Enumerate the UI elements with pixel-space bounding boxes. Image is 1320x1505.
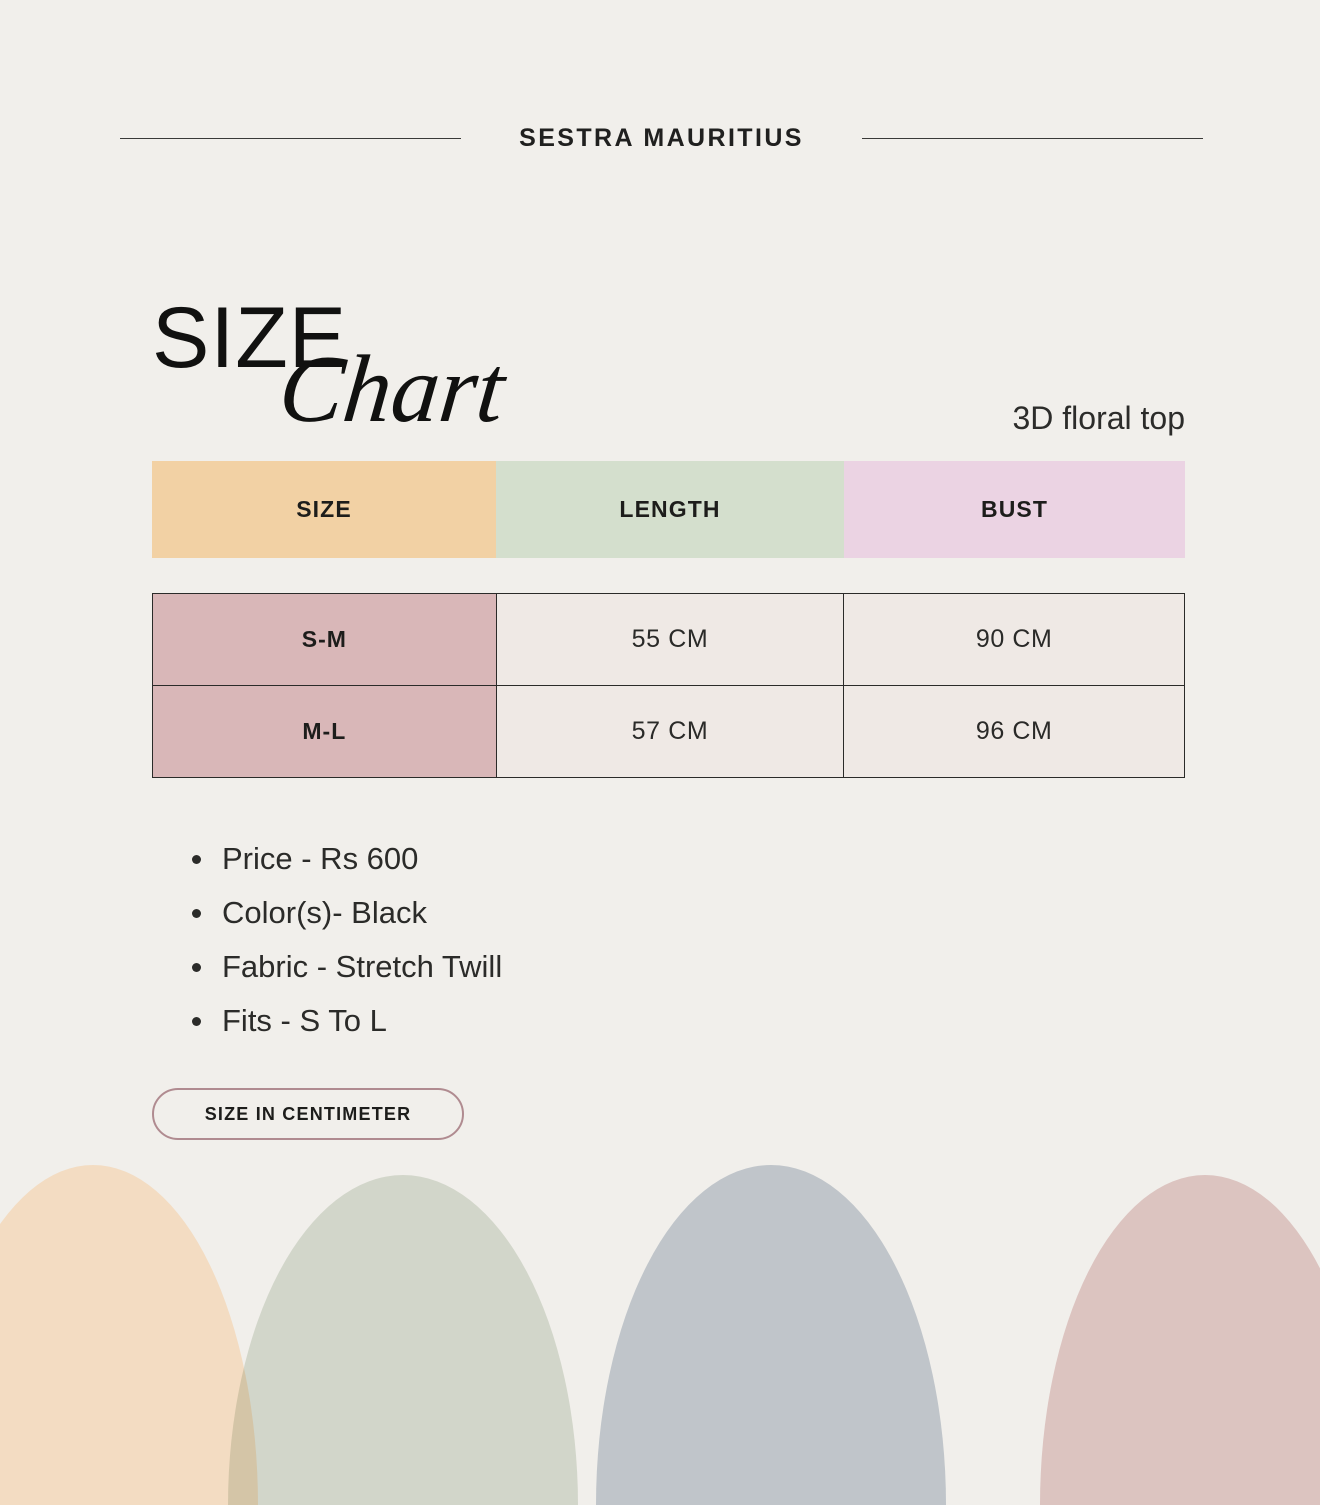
product-details-list [188, 832, 502, 1048]
cell-bust: 96 CM [844, 686, 1185, 778]
table-row [153, 686, 1185, 778]
product-name: 3D floral top [1012, 400, 1185, 436]
column-header-size: SIZE [152, 461, 496, 558]
list-item: Price - Rs 600 [188, 832, 502, 886]
title-chart-word: Chart [274, 335, 510, 442]
brand-name: SESTRA MAURITIUS [519, 124, 804, 152]
cell-length: 55 CM [496, 594, 844, 686]
divider-left [120, 138, 461, 139]
column-header-bust: BUST [844, 461, 1185, 558]
list-item: Color(s)- Black [188, 886, 502, 940]
unit-badge: SIZE IN CENTIMETER [152, 1088, 464, 1140]
cell-size: S-M [153, 594, 497, 686]
divider-right [862, 138, 1203, 139]
title-size-word: SIZE [152, 290, 348, 386]
cell-size: M-L [153, 686, 497, 778]
arch-shape-2 [228, 1175, 578, 1505]
list-item: Fits - S To L [188, 994, 502, 1048]
cell-length: 57 CM [496, 686, 844, 778]
arch-shape-3 [596, 1165, 946, 1505]
arch-shape-1 [0, 1165, 258, 1505]
size-table [152, 593, 1185, 778]
brand-header [120, 124, 1203, 153]
table-header-row [152, 461, 1185, 558]
arch-shape-4 [1040, 1175, 1320, 1505]
column-header-length: LENGTH [496, 461, 844, 558]
list-item: Fabric - Stretch Twill [188, 940, 502, 994]
cell-bust: 90 CM [844, 594, 1185, 686]
decorative-arches [0, 1155, 1320, 1505]
table-row [153, 594, 1185, 686]
